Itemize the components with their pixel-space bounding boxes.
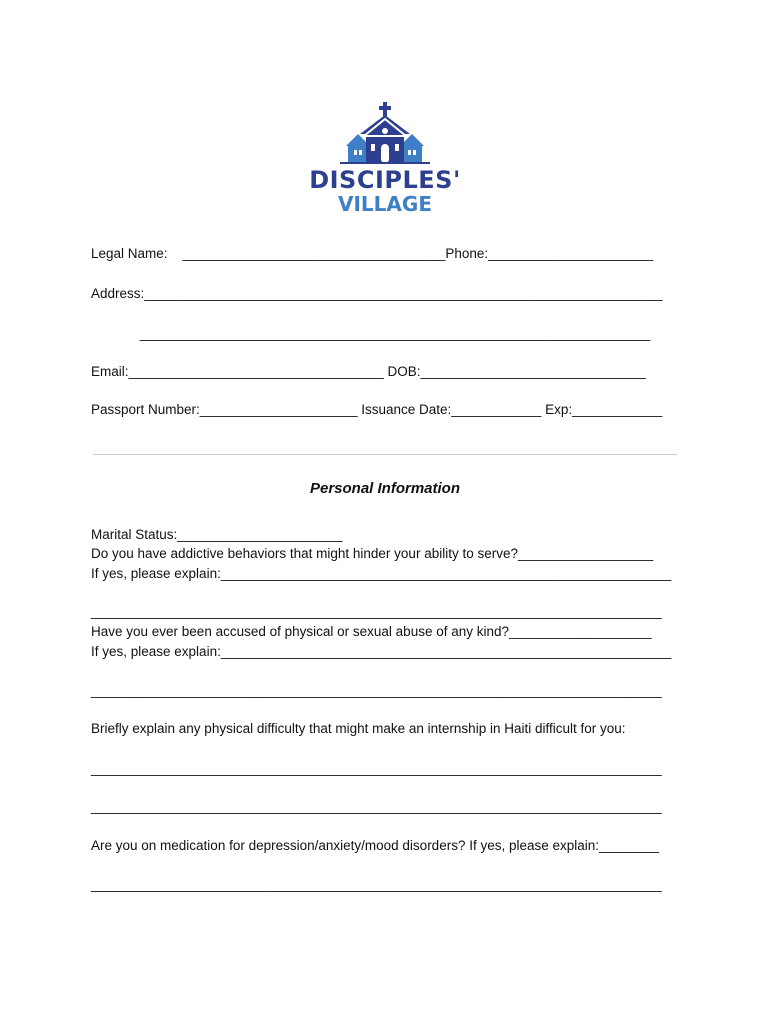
blank-answer-line[interactable]: ____________________________________________________________________________ [91, 799, 662, 814]
logo-text-disciples: DISCIPLES' [309, 166, 461, 194]
marital-status-field[interactable]: Marital Status:______________________ [91, 527, 343, 542]
medication-question[interactable]: Are you on medication for depression/anxiety/mood disorders? If yes, please explain:________ [91, 838, 660, 853]
section-divider [93, 454, 677, 455]
addictive-behaviors-question[interactable]: Do you have addictive behaviors that might hinder your ability to serve?__________________ [91, 546, 654, 561]
legal-name-phone-field[interactable]: Legal Name: ___________________________________Phone:______________________ [91, 246, 654, 261]
disciples-village-logo [300, 100, 470, 218]
blank-answer-line[interactable]: ____________________________________________________________________________ [91, 877, 662, 892]
abuse-explain-field[interactable]: If yes, please explain:____________________________________________________________ [91, 644, 672, 659]
section-title: Personal Information [309, 480, 461, 497]
addictive-explain-field[interactable]: If yes, please explain:____________________________________________________________ [91, 566, 672, 581]
address-field[interactable]: Address:_____________________________________________________________________ [91, 286, 663, 301]
logo-text-village: VILLAGE [338, 192, 432, 216]
abuse-question[interactable]: Have you ever been accused of physical or sexual abuse of any kind?___________________ [91, 624, 652, 639]
passport-field[interactable]: Passport Number:_____________________ Issuance Date:____________ Exp:____________ [91, 402, 663, 417]
church-village-icon [340, 100, 430, 166]
blank-answer-line[interactable]: ____________________________________________________________________________ [91, 604, 662, 619]
physical-difficulty-question: Briefly explain any physical difficulty that might make an internship in Haiti difficult for you: [91, 721, 626, 736]
address-continued-field[interactable]: ____________________________________________________________________ [91, 326, 651, 341]
email-dob-field[interactable]: Email:__________________________________ DOB:______________________________ [91, 364, 646, 379]
blank-answer-line[interactable]: ____________________________________________________________________________ [91, 683, 662, 698]
blank-answer-line[interactable]: ____________________________________________________________________________ [91, 761, 662, 776]
